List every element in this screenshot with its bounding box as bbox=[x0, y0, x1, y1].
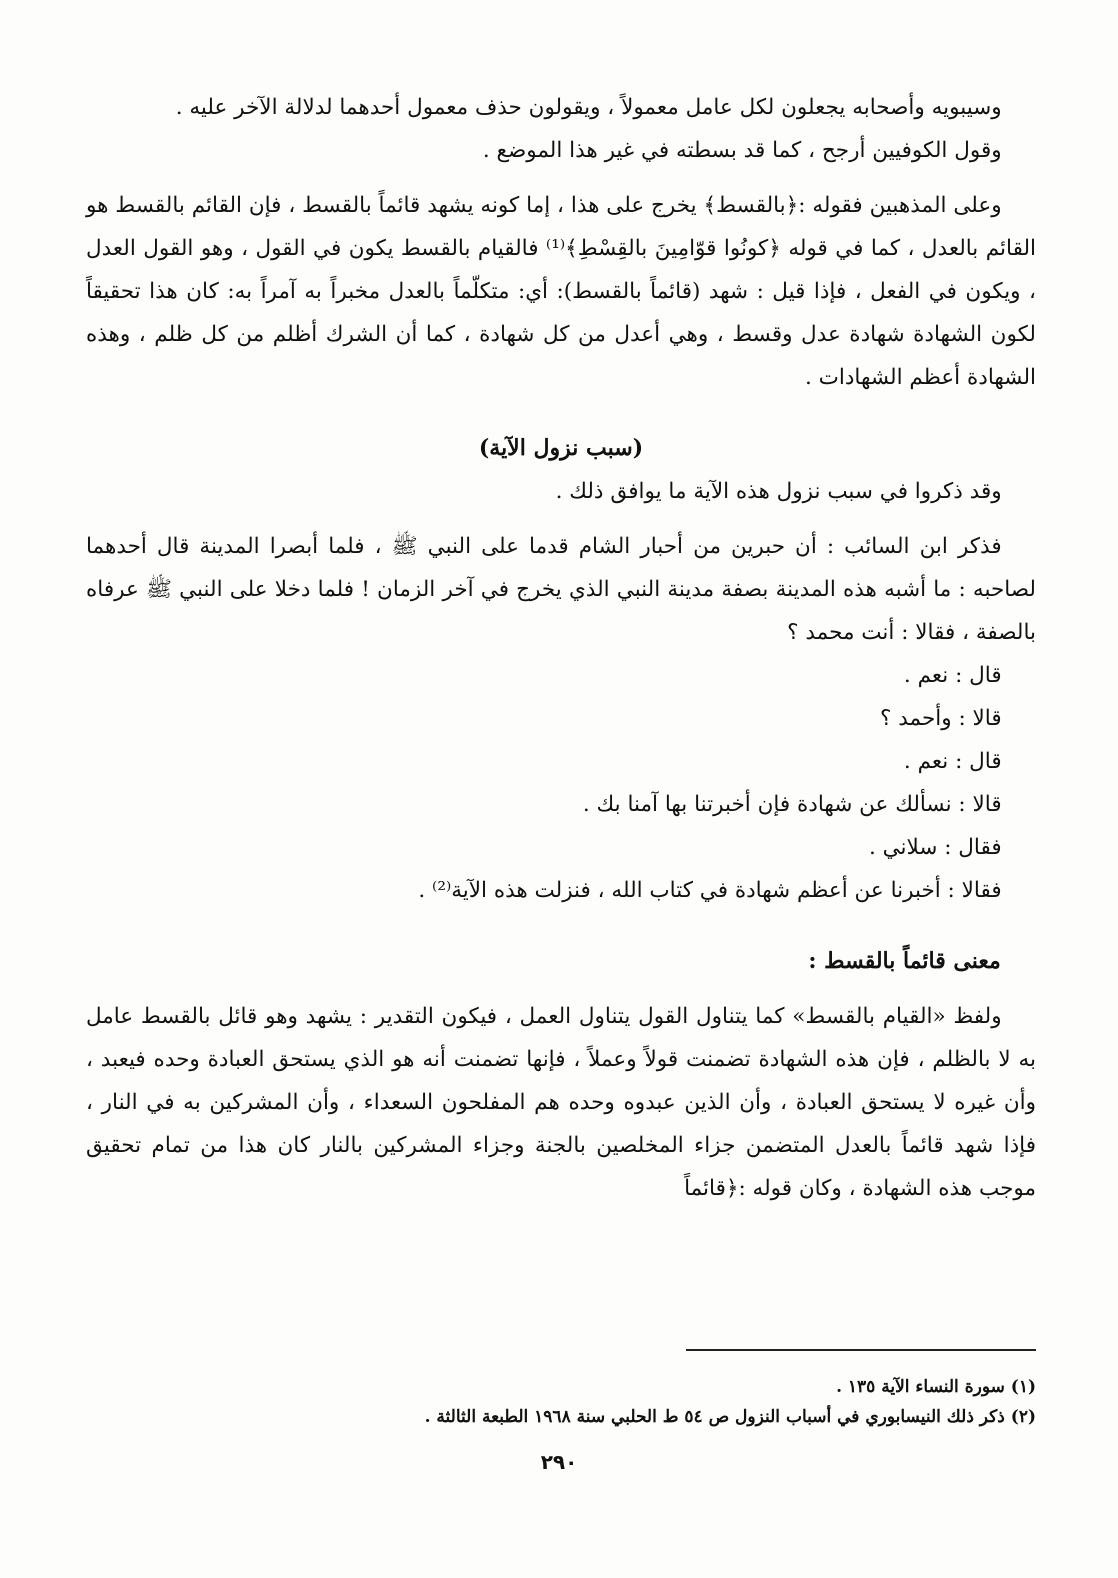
main-text bbox=[86, 86, 1036, 1210]
dialogue-line-2: قالا : وأحمد ؟ bbox=[880, 706, 1002, 731]
dialogue-line-5: فقال : سلاني . bbox=[868, 835, 1002, 860]
dialogue-line-6: فقالا : أخبرنا عن أعظم شهادة في كتاب الله ، فنزلت هذه الآية⁽²⁾ . bbox=[418, 878, 1002, 903]
section-2-paragraph-1: ولفظ «القيام بالقسط» كما يتناول القول يتناول العمل ، فيكون التقدير : يشهد وهو قائل بالقسط عامل به لا بالظلم ، فإن هذه الشهادة تضمنت قولاً وعملاً ، فإنها تضمنت أنه هو الذي يستحق العبادة وحده فيعبد ، وأن غيره لا يستحق العبادة ، وأن الذين عبدوه وحده هم المفلحون السعداء ، وأن المشركين به في النار ، فإذا شهد قائماً بالعدل المتضمن جزاء المخلصين بالجنة وجزاء المشركين بالنار كان هذا من تمام تحقيق موجب هذه الشهادة ، وكان قوله :﴿قائماً bbox=[86, 1004, 1036, 1201]
dialogue-line-1: قال : نعم . bbox=[903, 663, 1002, 688]
page-number: ٢٩٠ bbox=[540, 1450, 578, 1474]
footnotes bbox=[86, 1372, 1036, 1432]
dialogue-line-4: قالا : نسألك عن شهادة فإن أخبرتنا بها آمنا بك . bbox=[582, 792, 1002, 817]
footnote-2: (٢) ذكر ذلك النيسابوري في أسباب النزول ص ٥٤ ط الحلبي سنة ١٩٦٨ الطبعة الثالثة . bbox=[424, 1407, 1036, 1427]
section-heading-meaning: معنى قائماً بالقسط : bbox=[808, 948, 1001, 974]
paragraph-1: وسيبويه وأصحابه يجعلون لكل عامل معمولاً ، ويقولون حذف معمول أحدهما لدلالة الآخر عليه . bbox=[175, 95, 1002, 120]
footnote-1: (١) سورة النساء الآية ١٣٥ . bbox=[836, 1377, 1036, 1397]
section-1-paragraph-2: فذكر ابن السائب : أن حبرين من أحبار الشام قدما على النبي ﷺ ، فلما أبصرا المدينة قال أحدهما لصاحبه : ما أشبه هذه المدينة بصفة مدينة النبي الذي يخرج في آخر الزمان ! فلما دخلا على النبي ﷺ عرفاه بالصفة ، فقالا : أنت محمد ؟ bbox=[86, 534, 1036, 645]
footnote-divider bbox=[686, 1349, 1036, 1351]
paragraph-3: وعلى المذهبين فقوله :﴿بالقسط﴾ يخرج على هذا ، إما كونه يشهد قائماً بالقسط ، فإن القائم بالقسط هو القائم بالعدل ، كما في قوله ﴿كونُوا قوّامِينَ بالقِسْطِ﴾⁽¹⁾ فالقيام بالقسط يكون في القول ، وهو القول العدل ، ويكون في الفعل ، فإذا قيل : شهد (قائماً بالقسط): أي: متكلّماً بالعدل مخبراً به آمراً به: كان هذا تحقيقاً لكون الشهادة شهادة عدل وقسط ، وهي أعدل من كل شهادة ، كما أن الشرك أظلم من كل ظلم ، وهذه الشهادة أعظم الشهادات . bbox=[86, 193, 1036, 390]
paragraph-2: وقول الكوفيين أرجح ، كما قد بسطته في غير هذا الموضع . bbox=[482, 138, 1002, 163]
dialogue-line-3: قال : نعم . bbox=[903, 749, 1002, 774]
section-1-paragraph-1: وقد ذكروا في سبب نزول هذه الآية ما يوافق ذلك . bbox=[555, 479, 1002, 504]
section-heading-revelation: (سبب نزول الآية) bbox=[478, 435, 644, 461]
